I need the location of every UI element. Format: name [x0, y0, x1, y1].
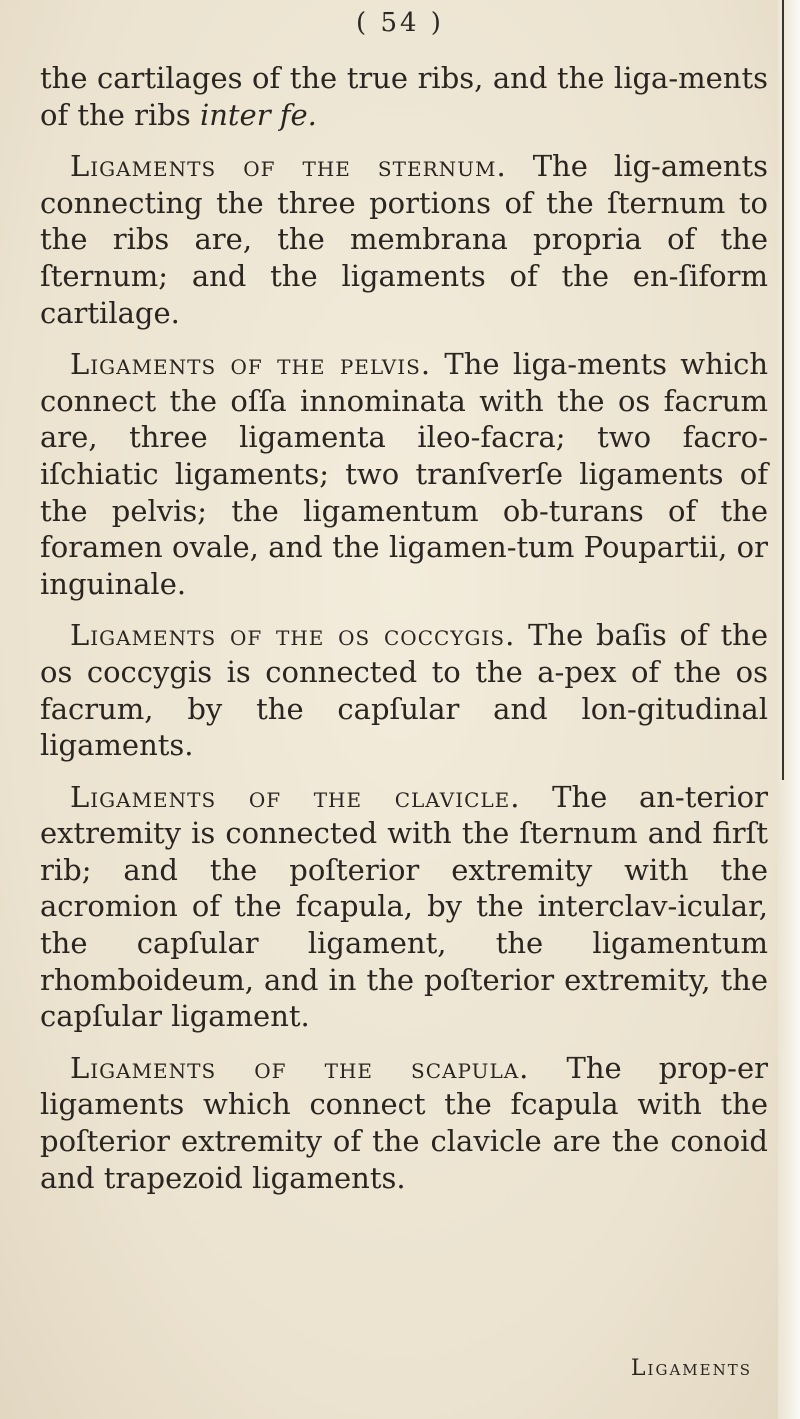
- section-text: The liga-ments which connect the oſſa innominata with the os facrum are, three ligamenta ileo-facra; two facro-iſchiatic ligaments; two tranſverſe ligaments of the pelvis; the ligamentum ob-turans of the foramen ovale, and the ligamen-tum Poupartii, or inguinale.: [40, 347, 768, 601]
- body-text: [40, 60, 768, 1211]
- opening-italic-text: inter fe.: [199, 97, 317, 132]
- catchword: Ligaments: [630, 1356, 752, 1381]
- section-heading: Ligaments of the scapula.: [70, 1050, 530, 1085]
- section-coccygis: [40, 617, 768, 763]
- section-pelvis: [40, 346, 768, 602]
- section-text: The prop-er ligaments which connect the fcapula with the poſterior extremity of the clavicle are the conoid and trapezoid ligaments.: [40, 1050, 769, 1195]
- section-text: The an-terior extremity is connected with the ſternum and firſt rib; and the poſterior extremity with the acromion of the fcapula, by the interclav-icular, the capſular ligament, the ligamentum rhomboideum, and in the poſterior extremity, the capſular ligament.: [40, 779, 768, 1034]
- section-heading: Ligaments of the sternum.: [70, 149, 507, 184]
- section-heading: Ligaments of the os coccygis.: [70, 618, 516, 653]
- section-text: The lig-aments connecting the three portions of the ſternum to the ribs are, the membrana propria of the ſternum; and the ligaments of the en-ſiform cartilage.: [40, 149, 769, 330]
- section-heading: Ligaments of the clavicle.: [70, 779, 521, 814]
- section-heading: Ligaments of the pelvis.: [70, 347, 432, 382]
- gutter-binding-line: [782, 0, 784, 780]
- page-gutter: [778, 0, 800, 1419]
- page-number: ( 54 ): [356, 8, 444, 38]
- section-text: The baſis of the os coccygis is connected to the a-pex of the os facrum, by the capſular and lon-gitudinal ligaments.: [40, 618, 768, 763]
- opening-paragraph: [40, 60, 768, 133]
- opening-text: the cartilages of the true ribs, and the liga-ments of the ribs: [40, 61, 768, 132]
- section-clavicle: [40, 779, 768, 1035]
- section-sternum: [40, 148, 768, 331]
- section-scapula: [40, 1050, 768, 1196]
